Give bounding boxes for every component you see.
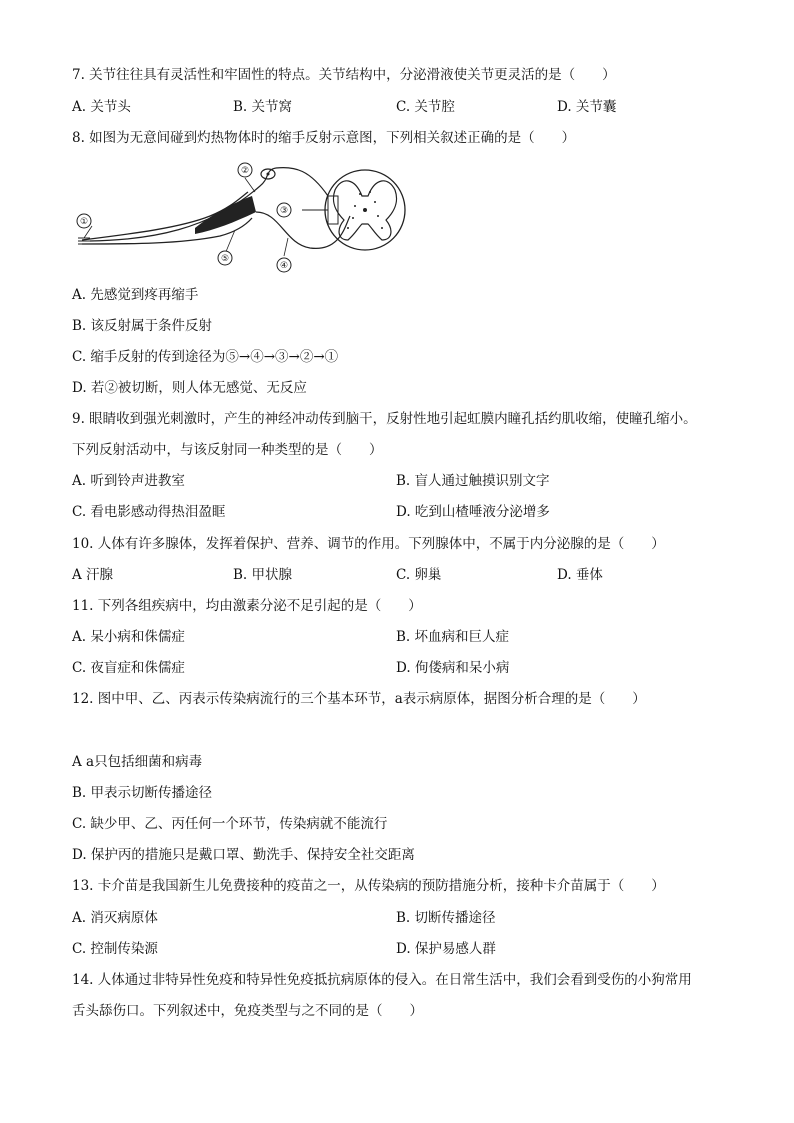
q7-option-c[interactable]: C. 关节腔 (396, 99, 455, 115)
q14-stem-line2: 舌头舔伤口。下列叙述中，免疫类型与之不同的是（ ） (72, 1003, 423, 1019)
q8-option-b[interactable]: B. 该反射属于条件反射 (72, 318, 213, 334)
q9-stem-line1: 9. 眼睛收到强光刺激时，产生的神经冲动传到脑干，反射性地引起虹膜内瞳孔括约肌收缩，使瞳孔缩小。 (72, 411, 697, 427)
fig-label-4: ④ (279, 261, 289, 271)
q8-option-c[interactable]: C. 缩手反射的传到途径为⑤→④→③→②→① (72, 349, 339, 365)
q13-option-b[interactable]: B. 切断传播途径 (396, 910, 496, 926)
q8-stem: 8. 如图为无意间碰到灼热物体时的缩手反射示意图，下列相关叙述正确的是（ ） (72, 130, 576, 146)
q10-stem: 10. 人体有许多腺体，发挥着保护、营养、调节的作用。下列腺体中，不属于内分泌腺的是（ ） (72, 536, 665, 552)
fig-label-5: ⑤ (220, 254, 230, 264)
q9-option-b[interactable]: B. 盲人通过触摸识别文字 (396, 473, 550, 489)
q9-option-a[interactable]: A. 听到铃声进教室 (72, 473, 185, 489)
q11-option-d[interactable]: D. 佝偻病和呆小病 (396, 660, 510, 676)
q8-option-d[interactable]: D. 若②被切断，则人体无感觉、无反应 (72, 380, 307, 396)
q7-stem: 7. 关节往往具有灵活性和牢固性的特点。关节结构中，分泌滑液使关节更灵活的是（ ） (72, 67, 616, 83)
q11-stem: 11. 下列各组疾病中，均由激素分泌不足引起的是（ ） (72, 598, 422, 614)
q12-option-c[interactable]: C. 缺少甲、乙、丙任何一个环节，传染病就不能流行 (72, 816, 388, 832)
q7-option-d[interactable]: D. 关节囊 (557, 99, 617, 115)
q7-option-a[interactable]: A. 关节头 (72, 99, 131, 115)
q10-option-d[interactable]: D. 垂体 (557, 567, 603, 583)
q13-option-c[interactable]: C. 控制传染源 (72, 941, 158, 957)
q11-option-c[interactable]: C. 夜盲症和侏儒症 (72, 660, 185, 676)
q10-option-b[interactable]: B. 甲状腺 (233, 567, 293, 583)
q11-option-b[interactable]: B. 坏血病和巨人症 (396, 629, 510, 645)
q11-option-a[interactable]: A. 呆小病和侏儒症 (72, 629, 185, 645)
q12-option-d[interactable]: D. 保护丙的措施只是戴口罩、勤洗手、保持安全社交距离 (72, 847, 415, 863)
reflex-arc-figure (70, 156, 410, 276)
q12-option-b[interactable]: B. 甲表示切断传播途径 (72, 785, 213, 801)
fig-label-1: ① (79, 217, 89, 227)
q10-option-a[interactable]: A 汗腺 (72, 567, 114, 583)
q12-stem: 12. 图中甲、乙、丙表示传染病流行的三个基本环节，a表示病原体，据图分析合理的是（ ） (72, 691, 646, 707)
fig-label-3: ③ (279, 206, 289, 216)
q12-option-a[interactable]: A a只包括细菌和病毒 (72, 754, 203, 770)
q7-option-b[interactable]: B. 关节窝 (233, 99, 293, 115)
q14-stem-line1: 14. 人体通过非特异性免疫和特异性免疫抵抗病原体的侵入。在日常生活中，我们会看到受伤的小狗常用 (72, 972, 692, 988)
q9-stem-line2: 下列反射活动中，与该反射同一种类型的是（ ） (72, 442, 383, 458)
q10-option-c[interactable]: C. 卵巢 (396, 567, 442, 583)
q13-option-d[interactable]: D. 保护易感人群 (396, 941, 496, 957)
q13-stem: 13. 卡介苗是我国新生儿免费接种的疫苗之一，从传染病的预防措施分析，接种卡介苗属于（ ） (72, 878, 665, 894)
q9-option-d[interactable]: D. 吃到山楂唾液分泌增多 (396, 504, 550, 520)
q13-option-a[interactable]: A. 消灭病原体 (72, 910, 158, 926)
fig-label-2: ② (240, 166, 250, 176)
q9-option-c[interactable]: C. 看电影感动得热泪盈眶 (72, 504, 226, 520)
q8-option-a[interactable]: A. 先感觉到疼再缩手 (72, 287, 199, 303)
